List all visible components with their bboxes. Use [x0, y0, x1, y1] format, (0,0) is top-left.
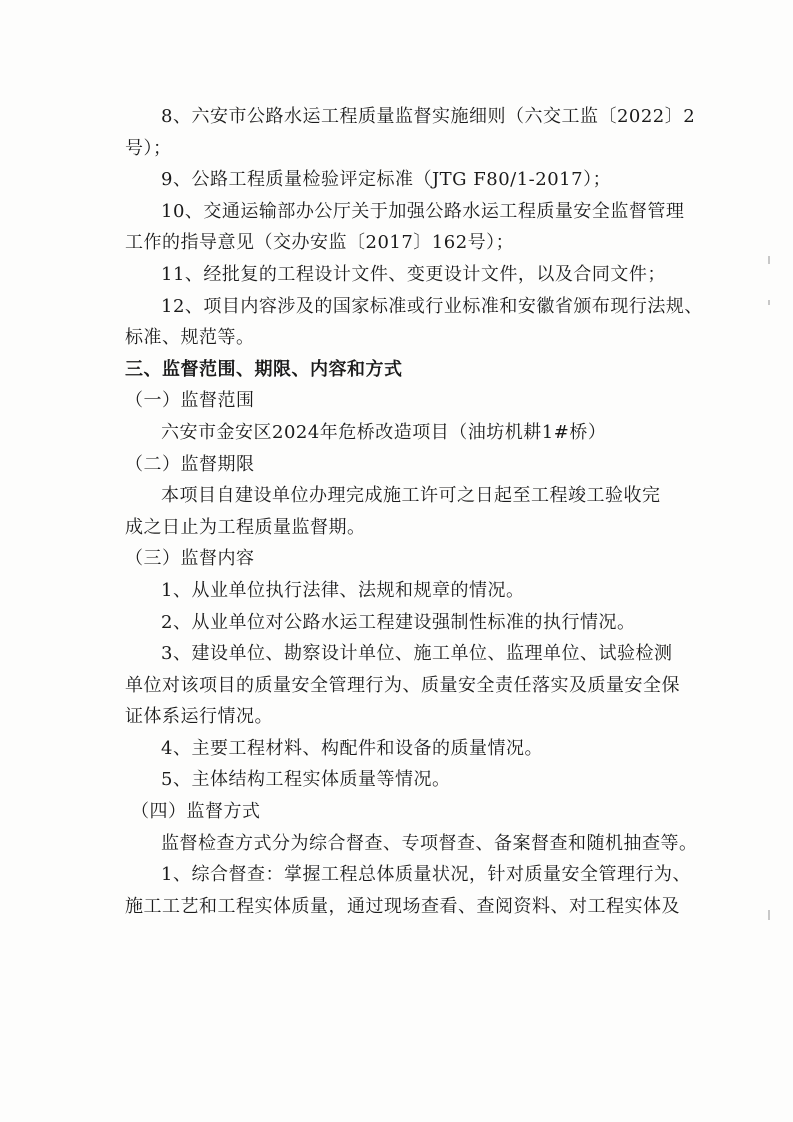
paragraph-12-line-2: 标准、规范等。	[125, 327, 255, 349]
method-heading: （四）监督方式	[131, 801, 261, 823]
content-item-4: 4、主要工程材料、构配件和设备的质量情况。	[161, 737, 543, 759]
method-item-1-line-2: 施工工艺和工程实体质量，通过现场查看、查阅资料、对工程实体及	[125, 895, 680, 917]
scope-text: 六安市金安区2024年危桥改造项目（油坊机耕1#桥）	[161, 421, 607, 443]
paragraph-8-line-2: 号）；	[125, 137, 172, 159]
paragraph-9: 9、公路工程质量检验评定标准（JTG F80/1-2017）；	[161, 169, 612, 191]
document-body	[125, 101, 703, 922]
content-item-3-line-3: 证体系运行情况。	[125, 706, 273, 728]
period-heading: （二）监督期限	[125, 453, 255, 475]
paragraph-10-line-1: 10、交通运输部办公厅关于加强公路水运工程质量安全监督管理	[161, 200, 685, 222]
method-intro: 监督检查方式分为综合督查、专项督查、备案督查和随机抽查等。	[161, 832, 698, 854]
scan-artifact-mark	[768, 300, 770, 305]
scan-artifact-mark	[768, 910, 770, 920]
section-3-heading: 三、监督范围、期限、内容和方式	[125, 358, 403, 380]
scan-artifact-mark	[768, 256, 770, 264]
paragraph-11: 11、经批复的工程设计文件、变更设计文件，以及合同文件；	[161, 263, 666, 285]
content-item-3-line-1: 3、建设单位、勘察设计单位、施工单位、监理单位、试验检测	[161, 643, 673, 665]
content-item-3-line-2: 单位对该项目的质量安全管理行为、质量安全责任落实及质量安全保	[125, 674, 680, 696]
scope-heading: （一）监督范围	[125, 390, 255, 412]
paragraph-10-line-2: 工作的指导意见（交办安监〔2017〕162号）；	[125, 232, 515, 254]
content-heading: （三）监督内容	[125, 548, 255, 570]
content-item-1: 1、从业单位执行法律、法规和规章的情况。	[161, 579, 525, 601]
method-item-1-line-1: 1、综合督查：掌握工程总体质量状况，针对质量安全管理行为、	[161, 864, 691, 886]
content-item-2: 2、从业单位对公路水运工程建设强制性标准的执行情况。	[161, 611, 636, 633]
paragraph-8-line-1: 8、六安市公路水运工程质量监督实施细则（六交工监〔2022〕2	[161, 106, 696, 127]
period-text-line-2: 成之日止为工程质量监督期。	[125, 516, 366, 538]
content-item-5: 5、主体结构工程实体质量等情况。	[161, 769, 451, 791]
paragraph-12-line-1: 12、项目内容涉及的国家标准或行业标准和安徽省颁布现行法规、	[161, 295, 703, 317]
period-text-line-1: 本项目自建设单位办理完成施工许可之日起至工程竣工验收完	[161, 485, 661, 507]
